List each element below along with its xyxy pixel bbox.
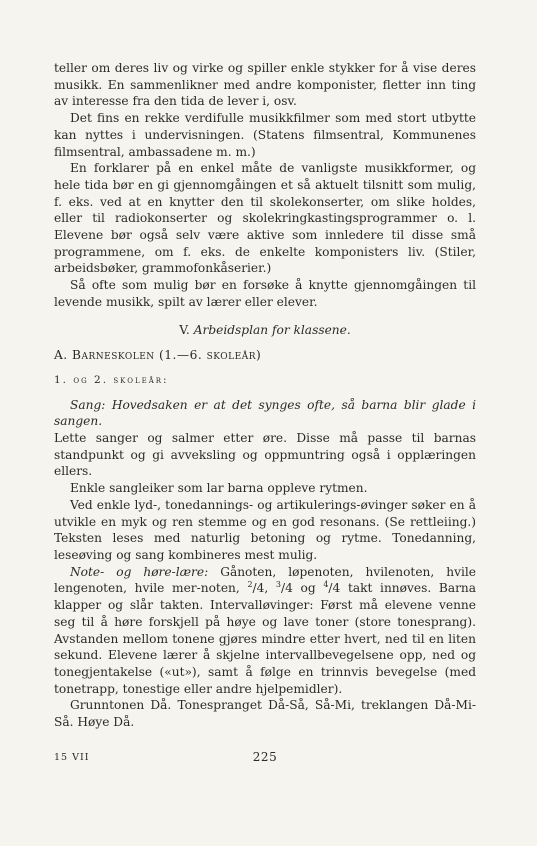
page-number: 225 (252, 750, 278, 764)
fraction-numerator: 2 (247, 580, 253, 590)
section-number: V. (179, 322, 190, 337)
paragraph: teller om deres liv og virke og spiller enkle stykker for å vise deres musikk. En sammenlikner med andre komponister, fletter inn ting av interesse fra den tida de lever i, osv. (54, 61, 476, 109)
paragraph: Ved enkle lyd-, tonedannings- og artikulerings-øvinger søker en å utvikle en myk og ren stemme og en god resonans. (Se rettleiing.) Teksten leses med naturlig betoning og rytme. Tonedanning, leseøving og sang kombineres mest mulig. (54, 497, 476, 562)
body-text (54, 60, 476, 731)
fraction-denominator: /4, (252, 581, 269, 596)
section-heading (54, 322, 476, 339)
sang-text: Hovedsaken er at det synges ofte, så barna blir glade i sangen. (54, 397, 477, 429)
section-title: Arbeidsplan for klassene. (193, 322, 351, 337)
subheading-barneskolen: A. Barneskolen (1.—6. skoleår) (54, 348, 262, 363)
note-paragraph (54, 564, 476, 698)
paragraph: Lette sanger og salmer etter øre. Disse må passe til barnas standpunkt og gi avveksling og oppmuntring også i opplæringen ellers. (54, 431, 476, 479)
note-text-2: takt innøves. Barna klapper og slår takten. Intervalløvinger: Først må elevene venne seg til å høre forskjell på høye og lave toner (store tonesprang). Avstanden mellom tonene gjøres mindre etter hvert, ned til en liten sekund. Elevene lærer å skjelne intervallbevegelsene opp, ned og tonegjentakelse («ut»), samt å følge en trinnvis bevegelse (med tonetrapp, tonestige eller andre hjelpemidler). (54, 581, 477, 696)
paragraph: Enkle sangleiker som lar barna oppleve rytmen. (70, 481, 368, 496)
signature-mark: 15 VII (54, 752, 90, 763)
subheading-skoleaar: 1. og 2. skoleår: (54, 373, 169, 386)
paragraph: En forklarer på en enkel måte de vanligste musikkformer, og hele tida bør en gi gjennomgåingen et så aktuelt tilsnitt som mulig, f. eks. ved at en knytter den til skolekonserter, om slike holdes, eller til radiokonserter og skolekringkastingsprogrammer o. l. Elevene bør også selv være aktive som innledere til disse små programmene, om f. eks. de enkelte komponisters liv. (Stiler, arbeidsbøker, grammofonkåserier.) (54, 161, 476, 276)
note-text-1: Gånoten, løpenoten, hvilenoten, hvile lengenoten, hvile mer-noten, (54, 564, 476, 596)
sang-paragraph (54, 397, 476, 430)
note-label: Note- og høre-lære: (70, 564, 209, 579)
paragraph: Grunntonen Då. Tonespranget Då-Så, Så-Mi, treklangen Då-Mi-Så. Høye Då. (54, 698, 476, 730)
page-footer (54, 750, 476, 766)
fraction-denominator: /4 (328, 581, 341, 596)
fraction-numerator: 4 (323, 580, 329, 590)
paragraph: Det fins en rekke verdifulle musikkfilmer som med stort utbytte kan nyttes i undervisningen. (Statens filmsentral, Kommunenes filmsentral, ambassadene m. m.) (54, 111, 476, 159)
sang-label: Sang: (70, 397, 106, 412)
fraction-denominator: /4 og (281, 581, 316, 596)
paragraph: Så ofte som mulig bør en forsøke å knytte gjennomgåingen til levende musikk, spilt av lærer eller elever. (54, 278, 476, 309)
fraction-numerator: 3 (275, 580, 282, 590)
